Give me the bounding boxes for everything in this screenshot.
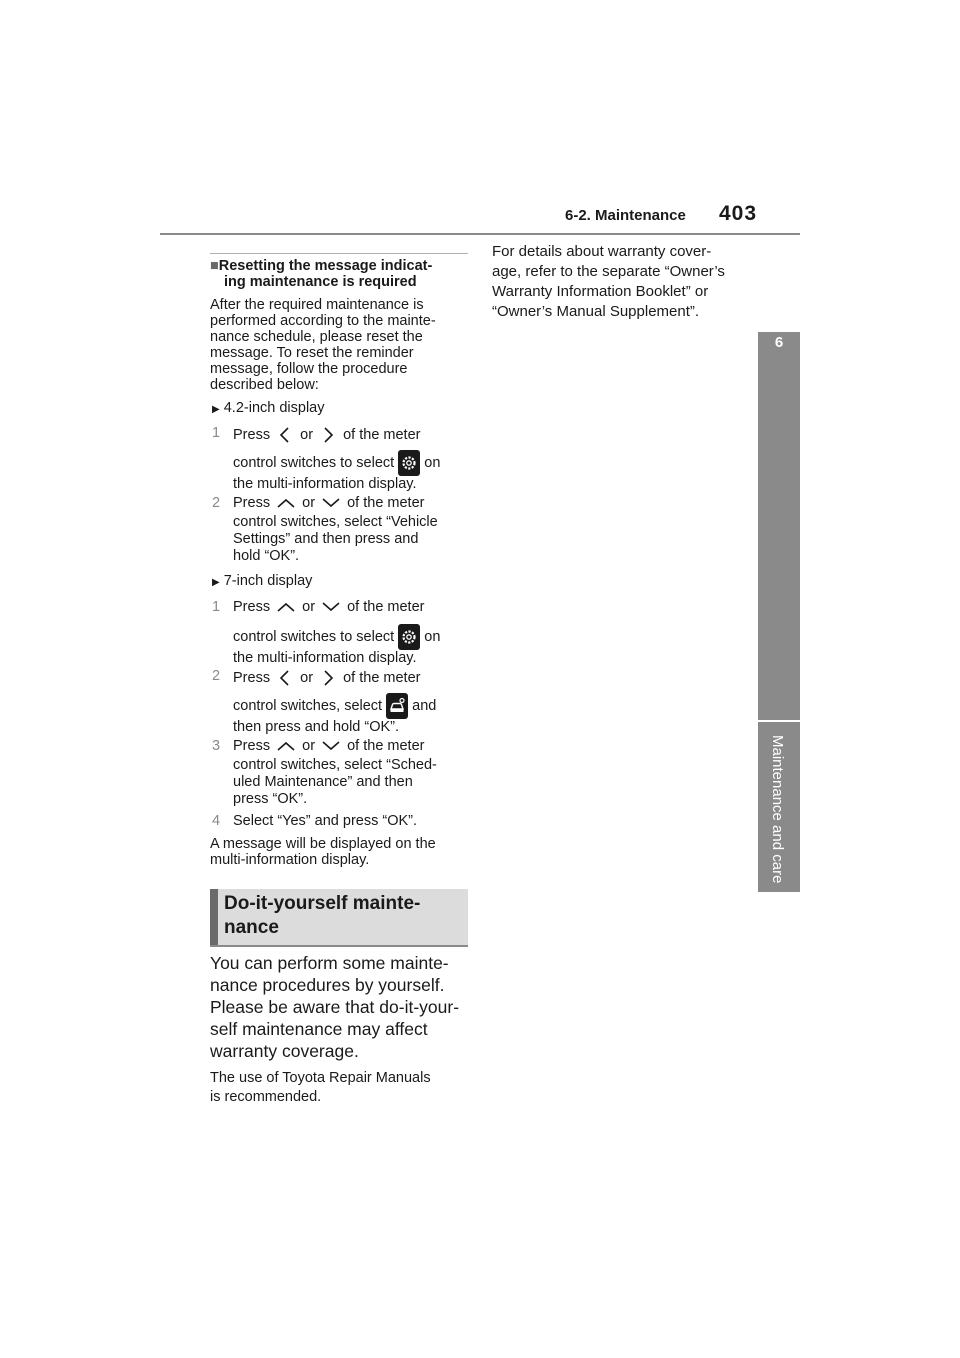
- step-word: of the meter: [343, 426, 421, 443]
- subheading-marker: ■: [210, 258, 219, 274]
- bullet-7-inch: [212, 573, 312, 589]
- intro-line: message, follow the procedure: [210, 361, 408, 377]
- chevron-up-icon: [274, 496, 298, 510]
- step-b1: [212, 599, 472, 666]
- step-line: control switches, select “Sched-: [233, 757, 437, 773]
- section-title: 6-2. Maintenance: [565, 207, 686, 224]
- chapter-title: Maintenance and care: [769, 735, 786, 884]
- lead-line: warranty coverage.: [210, 1041, 359, 1061]
- chevron-left-icon: [274, 668, 296, 688]
- lead-paragraph: [210, 952, 472, 1062]
- step-word: of the meter: [347, 599, 425, 615]
- step-line: control switches, select “Vehicle: [233, 514, 438, 530]
- bullet-4-2-inch: [212, 400, 324, 416]
- step-number: 1: [212, 425, 221, 441]
- step-word: Press: [233, 599, 271, 615]
- step-b2: [212, 668, 472, 735]
- step-b4: [212, 813, 472, 830]
- step-word: Press: [233, 495, 271, 511]
- warranty-line: “Owner’s Manual Supplement”.: [492, 303, 700, 320]
- lead-line: self maintenance may affect: [210, 1019, 428, 1039]
- chapter-label: [768, 735, 790, 915]
- chevron-down-icon: [319, 496, 343, 510]
- step-text: [233, 599, 473, 667]
- intro-line: nance schedule, please reset the: [210, 329, 423, 345]
- step-a1: [212, 425, 472, 492]
- step-b3: [212, 738, 472, 807]
- warranty-line: age, refer to the separate “Owner’s: [492, 263, 725, 280]
- step-line: press “OK”.: [233, 791, 308, 807]
- step-word: or: [302, 599, 316, 615]
- intro-line: described below:: [210, 377, 319, 393]
- bullet-arrow-icon: ▶: [212, 577, 220, 588]
- intro-line: After the required maintenance is: [210, 297, 424, 313]
- gear-icon: [398, 450, 420, 476]
- bullet-arrow-icon: ▶: [212, 404, 220, 415]
- section-heading-line: nance: [224, 917, 279, 938]
- step-text: [233, 425, 473, 493]
- warranty-paragraph: [492, 242, 752, 322]
- step-word: control switches to select: [233, 628, 395, 645]
- step-word: on: [424, 628, 441, 645]
- intro-paragraph: [210, 297, 472, 393]
- step-word: on: [424, 454, 441, 471]
- result-line: multi-information display.: [210, 852, 370, 868]
- step-word: Press: [233, 426, 271, 443]
- note-paragraph: [210, 1069, 472, 1107]
- step-word: Press: [233, 738, 271, 754]
- section-heading-box: [210, 889, 468, 947]
- step-number: 3: [212, 738, 221, 754]
- step-text: [233, 495, 473, 565]
- step-text: [233, 738, 473, 808]
- step-line: uled Maintenance” and then: [233, 774, 413, 790]
- step-word: of the meter: [347, 738, 425, 754]
- chevron-left-icon: [274, 425, 296, 445]
- subheading-line-1: Resetting the message indicat-: [218, 258, 433, 274]
- intro-line: message. To reset the reminder: [210, 345, 414, 361]
- section-heading: [224, 892, 420, 940]
- chevron-down-icon: [319, 600, 343, 614]
- step-line: Settings” and then press and: [233, 531, 419, 547]
- bullet-label: 7-inch display: [223, 573, 313, 589]
- chevron-up-icon: [274, 739, 298, 753]
- step-word: and: [412, 697, 437, 714]
- step-word: of the meter: [347, 495, 425, 511]
- chevron-up-icon: [274, 600, 298, 614]
- chevron-down-icon: [319, 739, 343, 753]
- step-number: 2: [212, 495, 221, 511]
- step-number: 2: [212, 668, 221, 684]
- subheading: [210, 258, 470, 290]
- chapter-tab-divider: [758, 720, 800, 722]
- lead-line: nance procedures by yourself.: [210, 975, 445, 995]
- result-paragraph: [210, 836, 472, 868]
- step-number: 1: [212, 599, 221, 615]
- heading-accent-bar: [210, 889, 218, 945]
- step-line: Select “Yes” and press “OK”.: [233, 813, 418, 829]
- lead-line: Please be aware that do-it-your-: [210, 997, 460, 1017]
- step-word: of the meter: [343, 669, 421, 686]
- result-line: A message will be displayed on the: [210, 836, 436, 852]
- warranty-line: For details about warranty cover-: [492, 243, 712, 260]
- warranty-line: Warranty Information Booklet” or: [492, 283, 709, 300]
- note-line: The use of Toyota Repair Manuals: [210, 1070, 431, 1086]
- section-heading-line: Do-it-yourself mainte-: [224, 893, 421, 914]
- lead-line: You can perform some mainte-: [210, 953, 449, 973]
- step-line: the multi-information display.: [233, 476, 417, 492]
- page-number: 403: [719, 202, 758, 225]
- step-line: hold “OK”.: [233, 548, 300, 564]
- step-text: [233, 668, 473, 736]
- step-word: Press: [233, 669, 271, 686]
- chapter-number: 6: [774, 334, 784, 351]
- note-line: is recommended.: [210, 1089, 322, 1105]
- step-a2: [212, 495, 472, 564]
- car-settings-icon: [386, 693, 408, 719]
- step-word: control switches to select: [233, 454, 395, 471]
- column-rule: [210, 253, 468, 254]
- bullet-label: 4.2-inch display: [223, 400, 325, 416]
- step-word: or: [302, 738, 316, 754]
- header-rule: [160, 233, 800, 235]
- step-number: 4: [212, 813, 221, 829]
- step-word: or: [302, 495, 316, 511]
- step-word: or: [300, 669, 314, 686]
- step-line: then press and hold “OK”.: [233, 719, 400, 735]
- gear-icon: [398, 624, 420, 650]
- chevron-right-icon: [317, 425, 339, 445]
- step-word: or: [300, 426, 314, 443]
- intro-line: performed according to the mainte-: [210, 313, 436, 329]
- step-line: the multi-information display.: [233, 650, 417, 666]
- chevron-right-icon: [317, 668, 339, 688]
- step-word: control switches, select: [233, 697, 383, 714]
- subheading-line-2: ing maintenance is required: [224, 274, 417, 290]
